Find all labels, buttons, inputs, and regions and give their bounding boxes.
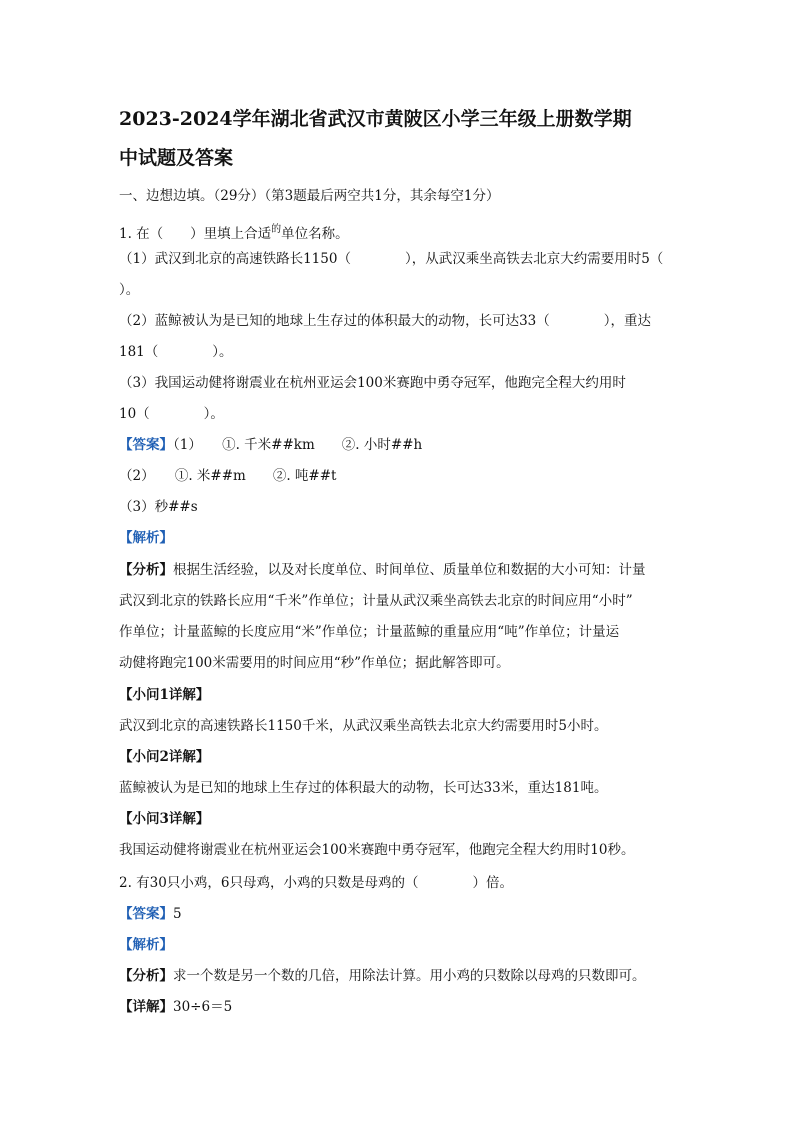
sub-question-3-detail: 我国运动健将谢震业在杭州亚运会100米赛跑中勇夺冠军，他跑完全程大约用时10秒。 xyxy=(119,842,635,858)
answer-tag: 【答案】 xyxy=(119,906,173,922)
sub-question-3-tag: 【小问3详解】 xyxy=(119,811,210,827)
detail-tag: 【详解】 xyxy=(119,999,173,1015)
fenxi-text: 求一个数是另一个数的几倍，用除法计算。用小鸡的只数除以母鸡的只数即可。 xyxy=(173,968,646,984)
question-1-stem-sup: 的 xyxy=(271,224,282,235)
question-1-fenxi-line-2: 武汉到北京的铁路长应用“千米”作单位；计量从武汉乘坐高铁去北京的时间应用“小时” xyxy=(119,593,633,609)
question-1-fenxi-line-3: 作单位；计量蓝鲸的长度应用“米”作单位；计量蓝鲸的重量应用“吨”作单位；计量运 xyxy=(119,624,620,640)
sub-question-1-detail: 武汉到北京的高速铁路长1150千米，从武汉乘坐高铁去北京大约需要用时5小时。 xyxy=(119,718,608,734)
question-1-part-1-line-2: ）。 xyxy=(119,282,140,298)
question-1-fenxi-line-4: 动健将跑完100米需要用的时间应用“秒”作单位；据此解答即可。 xyxy=(119,655,510,671)
document-title-line-2: 中试题及答案 xyxy=(119,147,234,169)
detail-text: 30÷6＝5 xyxy=(173,999,233,1015)
question-1-part-2-line-2: 181（ ）。 xyxy=(119,344,233,360)
question-1-answer xyxy=(119,436,679,454)
fenxi-tag: 【分析】 xyxy=(119,968,173,984)
answer-part-1: （1） ①. 千米##km ②. 小时##h xyxy=(173,437,423,453)
question-1-stem-a: 1. 在（ ）里填上合适 xyxy=(119,226,272,242)
question-2-detail xyxy=(119,998,679,1016)
question-2-stem: 2. 有30只小鸡，6只母鸡，小鸡的只数是母鸡的（ ）倍。 xyxy=(119,875,513,891)
fenxi-text-1: 根据生活经验，以及对长度单位、时间单位、质量单位和数据的大小可知：计量 xyxy=(173,562,646,578)
analysis-tag: 【解析】 xyxy=(119,530,173,546)
answer-value: 5 xyxy=(173,906,182,922)
question-2-answer xyxy=(119,905,679,923)
answer-part-2: （2） ①. 米##m ②. 吨##t xyxy=(119,468,337,484)
sub-question-2-detail: 蓝鲸被认为是已知的地球上生存过的体积最大的动物，长可达33米，重达181吨。 xyxy=(119,780,608,796)
question-1-stem xyxy=(119,221,679,243)
analysis-tag: 【解析】 xyxy=(119,937,173,953)
answer-part-3: （3）秒##s xyxy=(119,499,198,515)
question-1-part-1-line-1: （1）武汉到北京的高速铁路长1150（ ），从武汉乘坐高铁去北京大约需要用时5（ xyxy=(119,251,664,267)
fenxi-tag: 【分析】 xyxy=(119,562,173,578)
section-heading: 一、边想边填。（29分）（第3题最后两空共1分，其余每空1分） xyxy=(119,188,500,204)
sub-question-1-tag: 【小问1详解】 xyxy=(119,687,210,703)
question-1-part-3-line-2: 10（ ）。 xyxy=(119,406,224,422)
question-1-stem-b: 单位名称。 xyxy=(281,226,349,242)
answer-tag: 【答案】 xyxy=(119,437,173,453)
question-1-fenxi-line-1 xyxy=(119,561,679,579)
question-1-part-2-line-1: （2）蓝鲸被认为是已知的地球上生存过的体积最大的动物，长可达33（ ），重达 xyxy=(119,313,652,329)
question-2-fenxi xyxy=(119,967,679,985)
question-1-part-3-line-1: （3）我国运动健将谢震业在杭州亚运会100米赛跑中勇夺冠军，他跑完全程大约用时 xyxy=(119,375,626,391)
sub-question-2-tag: 【小问2详解】 xyxy=(119,749,210,765)
document-title-line-1: 2023-2024学年湖北省武汉市黄陂区小学三年级上册数学期 xyxy=(119,108,632,130)
